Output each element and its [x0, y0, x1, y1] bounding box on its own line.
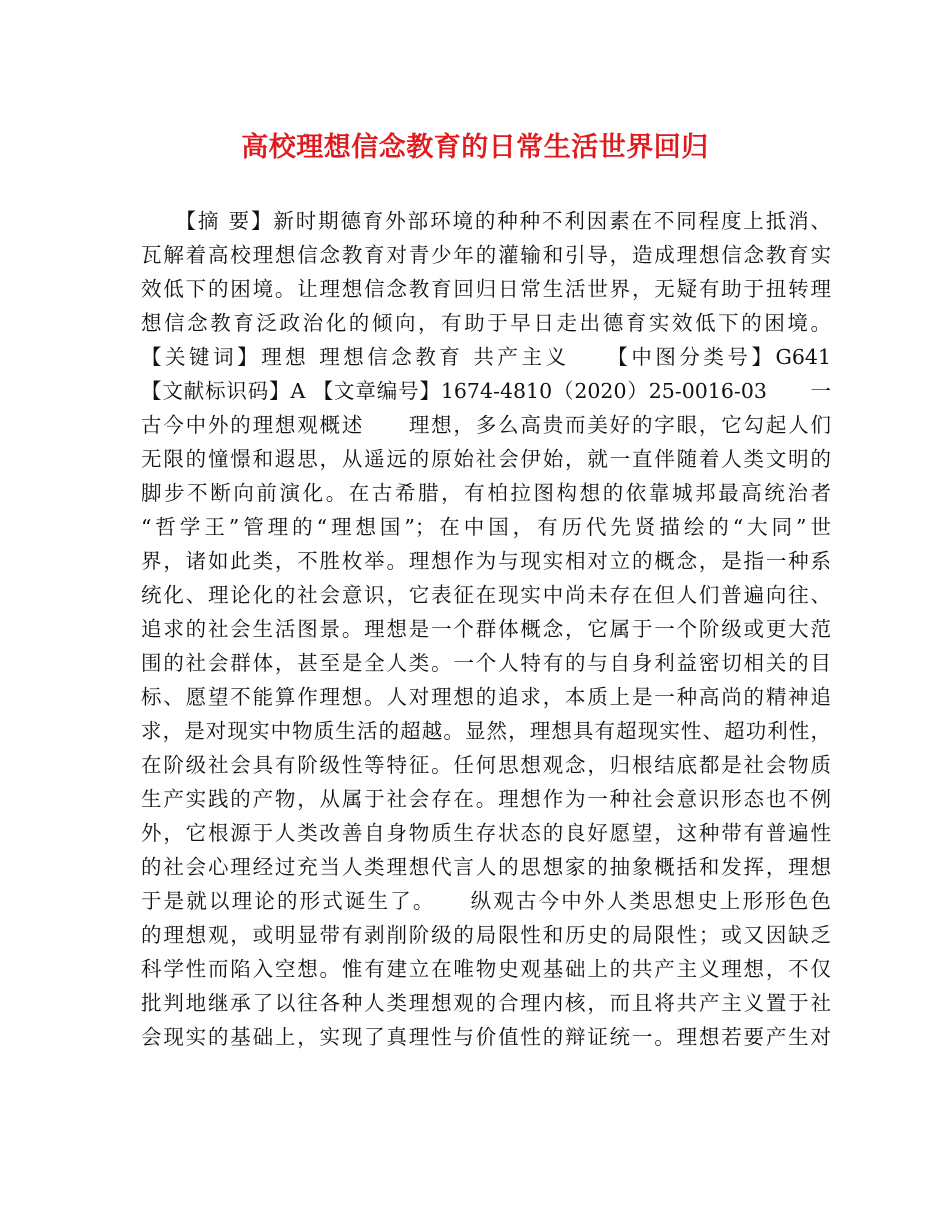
body-line: 界，诸如此类，不胜枚举。理想作为与现实相对立的概念，是指一种系 — [141, 549, 831, 573]
body-line: 【关键词】理想 理想信念教育 共产主义 【中图分类号】G641 — [141, 345, 831, 369]
body-line: 围的社会群体，甚至是全人类。一个人特有的与自身利益密切相关的目 — [141, 651, 831, 675]
body-line: 科学性而陷入空想。惟有建立在唯物史观基础上的共产主义理想，不仅 — [141, 957, 831, 981]
body-line: 瓦解着高校理想信念教育对青少年的灌输和引导，造成理想信念教育实 — [141, 243, 831, 267]
body-line: 追求的社会生活图景。理想是一个群体概念，它属于一个阶级或更大范 — [141, 617, 831, 641]
body-line: 【文献标识码】A 【文章编号】1674-4810（2020）25-0016-03 一 — [141, 379, 831, 403]
body-line: 标、愿望不能算作理想。人对理想的追求，本质上是一种高尚的精神追 — [141, 685, 831, 709]
body-line: 求，是对现实中物质生活的超越。显然，理想具有超现实性、超功利性， — [141, 719, 831, 743]
body-line: 脚步不断向前演化。在古希腊，有柏拉图构想的依靠城邦最高统治者 — [141, 481, 831, 505]
document-title: 高校理想信念教育的日常生活世界回归 — [241, 132, 709, 163]
body-line: “哲学王”管理的“理想国”；在中国，有历代先贤描绘的“大同”世 — [141, 515, 831, 539]
body-line: 【摘 要】新时期德育外部环境的种种不利因素在不同程度上抵消、 — [141, 209, 831, 233]
body-line: 统化、理论化的社会意识，它表征在现实中尚未存在但人们普遍向往、 — [141, 583, 831, 607]
body-line: 生产实践的产物，从属于社会存在。理想作为一种社会意识形态也不例 — [141, 787, 831, 811]
body-line: 效低下的困境。让理想信念教育回归日常生活世界，无疑有助于扭转理 — [141, 277, 831, 301]
body-line: 在阶级社会具有阶级性等特征。任何思想观念，归根结底都是社会物质 — [141, 753, 831, 777]
body-line: 想信念教育泛政治化的倾向，有助于早日走出德育实效低下的困境。 — [141, 311, 831, 335]
body-line: 古今中外的理想观概述 理想，多么高贵而美好的字眼，它勾起人们 — [141, 413, 831, 437]
body-line: 的理想观，或明显带有剥削阶级的局限性和历史的局限性；或又因缺乏 — [141, 923, 831, 947]
body-line: 于是就以理论的形式诞生了。 纵观古今中外人类思想史上形形色色 — [141, 889, 831, 913]
document-body — [141, 204, 831, 1054]
body-line: 无限的憧憬和遐思，从遥远的原始社会伊始，就一直伴随着人类文明的 — [141, 447, 831, 471]
body-line: 外，它根源于人类改善自身物质生存状态的良好愿望，这种带有普遍性 — [141, 821, 831, 845]
body-line: 会现实的基础上，实现了真理性与价值性的辩证统一。理想若要产生对 — [141, 1025, 831, 1049]
body-line: 批判地继承了以往各种人类理想观的合理内核，而且将共产主义置于社 — [141, 991, 831, 1015]
body-line: 的社会心理经过充当人类理想代言人的思想家的抽象概括和发挥，理想 — [141, 855, 831, 879]
